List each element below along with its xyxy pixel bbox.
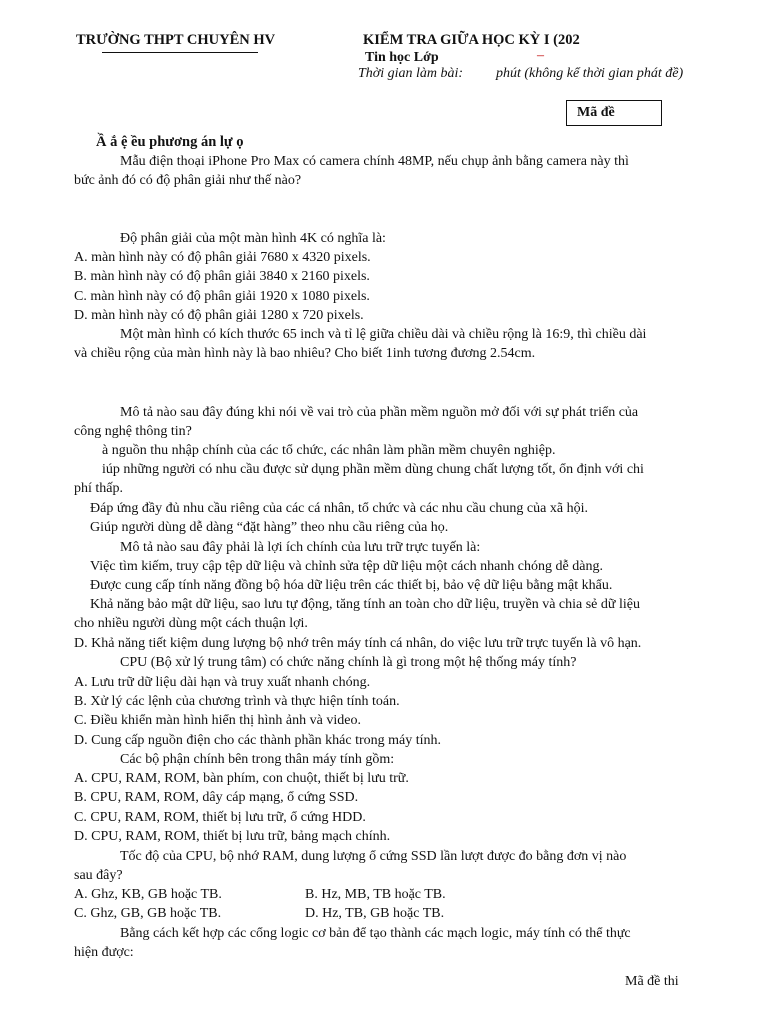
text-line: C. Điều khiển màn hình hiển thị hình ảnh và video. [74,713,361,728]
text-line: Bằng cách kết hợp các cổng logic cơ bản để tạo thành các mạch logic, máy tính có thể thực [120,926,631,941]
text-line: Đáp ứng đầy đủ nhu cầu riêng của các cá nhân, tổ chức và các nhu cầu chung của xã hội. [90,501,588,516]
text-line: công nghệ thông tin? [74,424,192,439]
exam-code-box: Mã đề [566,100,662,126]
text-line: D. Hz, TB, GB hoặc TB. [305,906,445,921]
school-underline [102,52,258,53]
time-note: phút (không kể thời gian phát đề) [496,66,684,81]
text-line: D. CPU, RAM, ROM, thiết bị lưu trữ, bảng mạch chính. [74,829,391,844]
text-line: B. màn hình này có độ phân giải 3840 x 2160 pixels. [74,269,370,284]
text-line: Mẫu điện thoại iPhone Pro Max có camera chính 48MP, nếu chụp ảnh bằng camera này thì [120,154,629,169]
text-line: Mô tả nào sau đây phải là lợi ích chính của lưu trữ trực tuyến là: [120,540,481,555]
text-line: Việc tìm kiếm, truy cập tệp dữ liệu và chỉnh sửa tệp dữ liệu một cách nhanh chóng dễ dàng. [90,559,603,574]
text-line: Được cung cấp tính năng đồng bộ hóa dữ liệu trên các thiết bị, bảo vệ dữ liệu bằng mật khẩu. [90,578,613,593]
text-line: Khả năng bảo mật dữ liệu, sao lưu tự động, tăng tính an toàn cho dữ liệu, truyền và chia sẻ dữ liệu [90,597,640,612]
text-line: Các bộ phận chính bên trong thân máy tính gồm: [120,752,395,767]
text-line: B. Xử lý các lệnh của chương trình và thực hiện tính toán. [74,694,400,709]
time-label: Thời gian làm bài: [358,66,464,81]
text-line: A. Ghz, KB, GB hoặc TB. [74,887,222,902]
text-line: D. màn hình này có độ phân giải 1280 x 720 pixels. [74,308,364,323]
text-line: à nguồn thu nhập chính của các tổ chức, các nhân làm phần mềm chuyên nghiệp. [102,443,556,458]
footer-exam-code: Mã đề thi [625,974,679,989]
text-line: bức ảnh đó có độ phân giải như thế nào? [74,173,302,188]
text-line: D. Cung cấp nguồn điện cho các thành phần khác trong máy tính. [74,733,442,748]
text-line: Độ phân giải của một màn hình 4K có nghĩa là: [120,231,386,246]
text-line: Giúp người dùng dễ dàng “đặt hàng” theo nhu cầu riêng của họ. [90,520,449,535]
text-line: sau đây? [74,868,123,883]
text-line: A. CPU, RAM, ROM, bàn phím, con chuột, thiết bị lưu trữ. [74,771,409,786]
text-line: và chiều rộng của màn hình này là bao nhiêu? Cho biết 1inh tương đương 2.54cm. [74,346,536,361]
text-line: B. CPU, RAM, ROM, dây cáp mạng, ổ cứng SSD. [74,790,359,805]
text-line: A. màn hình này có độ phân giải 7680 x 4320 pixels. [74,250,371,265]
text-line: Mô tả nào sau đây đúng khi nói về vai trò của phần mềm nguồn mở đối với sự phát triển của [120,405,639,420]
text-line: iúp những người có nhu cầu được sử dụng phần mềm dùng chung chất lượng tốt, ổn định với chi [102,462,644,477]
exam-title: KIỂM TRA GIỮA HỌC KỲ I (202 [363,32,580,48]
text-line: D. Khả năng tiết kiệm dung lượng bộ nhớ trên máy tính cá nhân, do việc lưu trữ trực tuyến là vô hạn. [74,636,642,651]
text-line: phí thấp. [74,481,123,496]
school-name: TRƯỜNG THPT CHUYÊN HV [76,32,276,48]
text-line: CPU (Bộ xử lý trung tâm) có chức năng chính là gì trong một hệ thống máy tính? [120,655,577,670]
text-line: Tốc độ của CPU, bộ nhớ RAM, dung lượng ổ cứng SSD lần lượt được đo bằng đơn vị nào [120,849,627,864]
text-line: C. Ghz, GB, GB hoặc TB. [74,906,222,921]
text-line: A. Lưu trữ dữ liệu dài hạn và truy xuất nhanh chóng. [74,675,371,690]
text-line: C. màn hình này có độ phân giải 1920 x 1080 pixels. [74,289,370,304]
text-line: Một màn hình có kích thước 65 inch và tỉ lệ giữa chiều dài và chiều rộng là 16:9, thì chiều dài [120,327,647,342]
text-line: hiện được: [74,945,134,960]
text-line: B. Hz, MB, TB hoặc TB. [305,887,446,902]
section-title: Ầ ắ ệ ều phương án lự ọ [96,134,244,150]
text-line: C. CPU, RAM, ROM, thiết bị lưu trữ, ổ cứng HDD. [74,810,366,825]
class-dash: – [537,48,544,63]
subject-line: Tin học Lớp [365,50,439,65]
text-line: cho nhiều người dùng một cách thuận lợi. [74,616,308,631]
